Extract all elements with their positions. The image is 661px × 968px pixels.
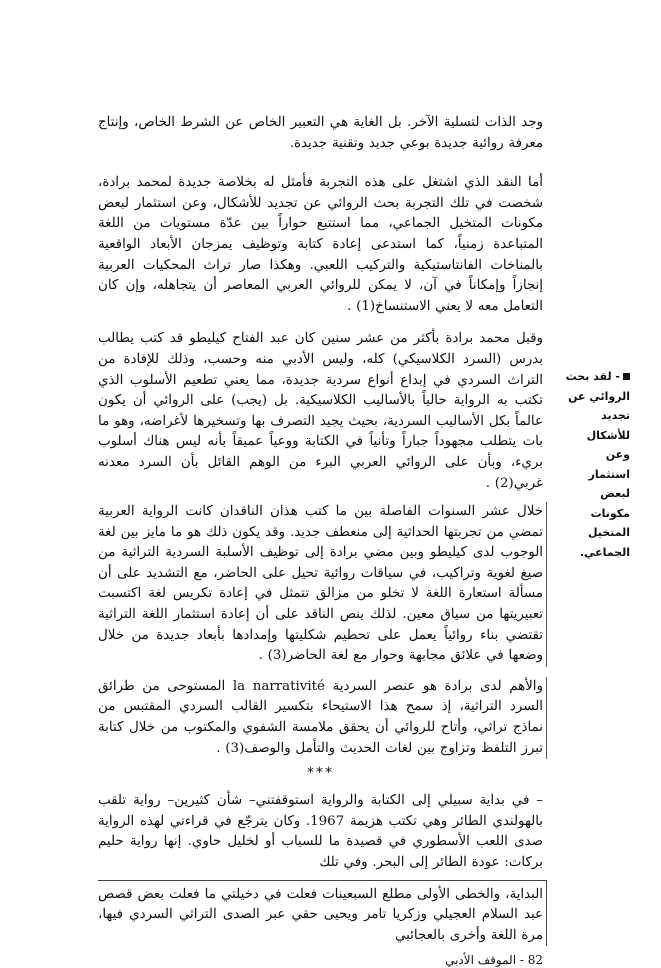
continued-paragraph-box [98,880,547,947]
paragraph-2: أما النقد الذي اشتغل على هذه التجربة فأمثل له بخلاصة جديدة لمحمد برادة، شخصت في تلك التجربة بحث الروائي عن تجديد للأشكال، وعن استثمار لبعض مكونات المتخيل الجماعي، مما استتبع حواراً بين عدّة مستويات من اللغة المتباعدة زمنياً، كما استدعى إعادة كتابة وتوظيف يمزجان الأبعاد الواقعية بالمناخات الفانتاستيكية والتركيب اللعبي. وهكذا صار تراث المحكيات العربية إنجازاً وإمكاناً في آن، لا يمكن للروائي العربي المعاصر أن يتجاهله، وإن كان التعامل معه لا يعني الاستنساخ(1) . [98,175,543,314]
pull-quote-line-2: الروائي عن تجديد [568,389,630,422]
section-separator: *** [307,765,334,782]
sidebar-pull-quote [562,367,630,562]
square-bullet-icon [623,373,630,380]
pull-quote-line-6: الجماعي. [579,545,630,559]
paragraph-6: – في بداية سبيلي إلى الكتابة والرواية استوقفتني– شأن كثيرين– رواية تلقب بالهولندي الطائر وهي تكتب هزيمة 1967. وكان يترجّع في قراءتي لهذه الرواية صدى اللعب الأسطوري في قصيدة ما للسياب أو لخليل حاوي. إنها رواية حليم بركات: عودة الطائر إلى البحر. وفي تلك [98,793,544,870]
main-text-column [98,113,543,968]
paragraph-5: والأهم لدى برادة هو عنصر السردية la narrativité المستوحى من طرائق السرد التراثية، إذ سمح هذا الاستيحاء بتكسير القالب السردي المقتبس من نماذج تراثي، وأتاح للروائي أن يحقق ملامسة الشفوي والمكتوب من خلال كتابة تبرز التلفظ وتزاوج بين لغات الحديث والتأمل والوصف(3) . [98,677,547,759]
pull-quote-line-3: للأشكال وعن [586,428,630,461]
paragraph-3: وقبل محمد برادة بأكثر من عشر سنين كان عبد الفتاح كيليطو قد كتب يطالب بدرس (السرد الكلاسيكي) كله، وليس الأدبي منه وحسب، وذلك للإفادة من التراث السردي في إبداع أنواع سردية جديدة، مما يعني تطعيم الأسلوب الذي تكتب به الرواية حالياً بالأساليب الكلاسيكية. بل (يجب) على الروائي أن يكون عالماً بكل الأساليب السردية، بحيث يجيد التصرف بها وتسخيرها لأغراضه، وهو ما بات يتطلب مجهوداً جباراً وتأنياً في الكتابة ووعياً عميقاً بأنه ليس هناك أسلوب بريء، وبأن على الروائي العربي البرء من الوهم القائل بأن السرد معدنه غربي(2) . [98,331,543,491]
paragraph-4: خلال عشر السنوات الفاصلة بين ما كتب هذان الناقدان كانت الرواية العربية تمضي من تجربتها الحداثية إلى منعطف جديد. وقد يكون ذلك هو ما مايز بين لغة الوجوب لدى كيليطو وبين مضي برادة إلى توظيف الأسلبة السردية التراثية من صيغ لغوية وتراكيب، في سياقات روائية تحيل على الحاضر، مع التشديد على أن مسألة استعارة اللغة لا تخلو من مزالق تتمثل في إعادة تكريس لغة اكتسبت تعبيريتها من سياق معين. لذلك ينص الناقد على أن إعادة استثمار اللغة التراثية تقتضي بناء روائياً يعمل على تحطيم شكليتها وإمدادها بأبعاد جديدة من خلال وضعها في علائق مجابهة وحوار مع لغة الحاضر(3) . [98,502,547,667]
pull-quote-line-4: استثمار لبعض [588,467,630,500]
pull-quote-line-1: - لقد بحث [562,367,630,387]
paragraph-7: البداية، والخطى الأولى مطلع السبعينات فعلت في دخيلتي ما فعلت بعض قصص عبد السلام العجيلي وزكريا تامر ويحيى حقي عبر الصدى التراثي السردي فيها، مرة اللغة وأخرى بالعجائبي [98,886,543,943]
paragraph-1: وجد الذات لتسلية الآخر. بل الغاية هي التعبير الخاص عن الشرط الخاص، وإنتاج معرفة روائية جديدة بوعي جديد وتقنية جديدة. [98,115,543,151]
page-footer: 82 - الموقف الأدبي [445,953,543,968]
pull-quote-line-5: مكونات المتخيل [587,506,630,539]
